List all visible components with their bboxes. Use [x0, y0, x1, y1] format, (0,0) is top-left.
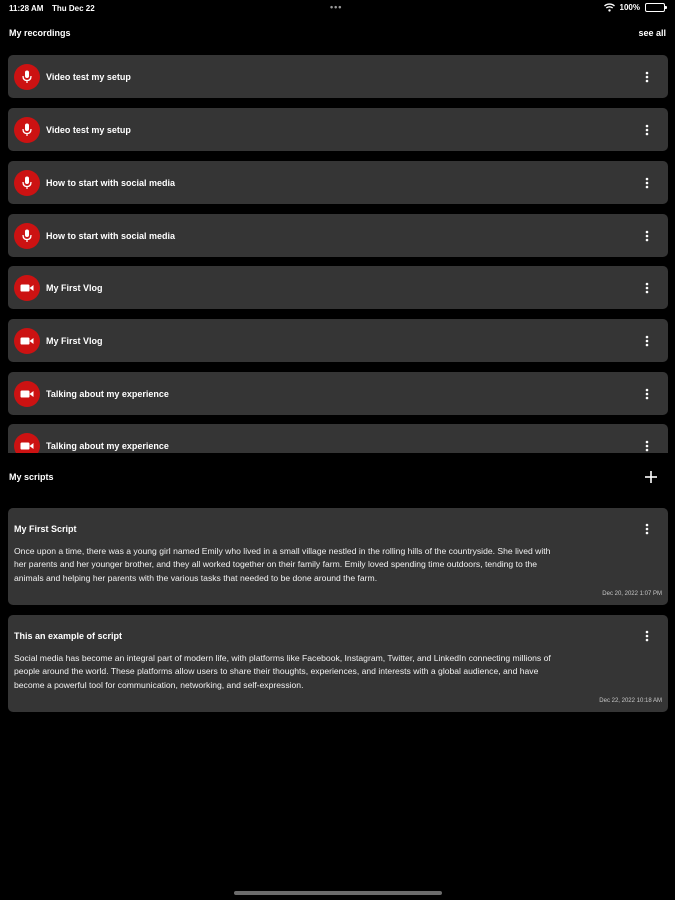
video-camera-icon — [14, 328, 40, 354]
microphone-icon — [14, 117, 40, 143]
more-options-icon[interactable] — [642, 334, 652, 348]
recording-title: Talking about my experience — [46, 440, 169, 451]
battery-icon — [645, 3, 665, 12]
microphone-icon — [14, 223, 40, 249]
recording-item[interactable] — [8, 266, 668, 309]
more-options-icon[interactable] — [642, 439, 652, 453]
more-options-icon[interactable] — [642, 387, 652, 401]
recordings-title: My recordings — [9, 28, 71, 38]
video-camera-icon — [14, 275, 40, 301]
recording-title: Video test my setup — [46, 124, 131, 135]
status-time: 11:28 AM — [9, 4, 44, 13]
recording-item[interactable] — [8, 161, 668, 204]
recording-item[interactable] — [8, 108, 668, 151]
scripts-title: My scripts — [9, 472, 54, 482]
recording-title: How to start with social media — [46, 177, 176, 188]
multitasking-dots-icon[interactable]: ••• — [330, 2, 343, 12]
recording-title: My First Vlog — [46, 282, 103, 293]
recording-title: Video test my setup — [46, 71, 131, 82]
script-body: Social media has become an integral part of modern life, with platforms like Facebook, Instagram, Twitter, and LinkedIn connecting millions of people around the world. These platforms allow users to share their thoughts, experiences, and interests with a global audience, and have become a powerful tool for communication, networking, and self-expression. — [14, 653, 551, 690]
scripts-header — [9, 469, 666, 485]
video-camera-icon — [14, 433, 40, 454]
video-camera-icon — [14, 381, 40, 407]
recording-item[interactable] — [8, 214, 668, 257]
microphone-icon — [14, 64, 40, 90]
recording-item[interactable] — [8, 424, 668, 453]
more-options-icon[interactable] — [642, 281, 652, 295]
status-date: Thu Dec 22 — [52, 4, 95, 13]
script-title: This an example of script — [14, 631, 123, 641]
recording-title: How to start with social media — [46, 230, 176, 241]
recording-title: My First Vlog — [46, 335, 103, 346]
recordings-header — [9, 25, 666, 41]
script-card[interactable] — [8, 615, 668, 712]
recording-item[interactable] — [8, 319, 668, 362]
script-date: Dec 22, 2022 10:18 AM — [599, 698, 662, 704]
see-all-button[interactable]: see all — [638, 28, 666, 38]
more-options-icon[interactable] — [642, 70, 652, 84]
status-indicators — [604, 3, 665, 12]
script-date: Dec 20, 2022 1:07 PM — [602, 591, 662, 597]
recording-item[interactable] — [8, 372, 668, 415]
recordings-list[interactable] — [8, 55, 668, 453]
wifi-icon — [604, 3, 615, 12]
microphone-icon — [14, 170, 40, 196]
script-card[interactable] — [8, 508, 668, 605]
recording-title: Talking about my experience — [46, 388, 169, 399]
script-title: My First Script — [14, 524, 77, 534]
more-options-icon[interactable] — [642, 123, 652, 137]
home-indicator[interactable] — [234, 891, 442, 895]
battery-percent: 100% — [619, 3, 640, 12]
more-options-icon[interactable] — [642, 229, 652, 243]
more-options-icon[interactable] — [642, 629, 652, 643]
more-options-icon[interactable] — [642, 522, 652, 536]
plus-icon[interactable] — [644, 470, 658, 484]
recording-item[interactable] — [8, 55, 668, 98]
status-bar — [0, 0, 675, 18]
script-body: Once upon a time, there was a young girl named Emily who lived in a small village nestled in the rolling hills of the countryside. She lived with her parents and her younger brother, and they all worked together on their family farm. Emily loved spending time outdoors, tending to the animals and helping her parents with the various tasks that needed to be done around the farm. — [14, 546, 551, 583]
more-options-icon[interactable] — [642, 176, 652, 190]
